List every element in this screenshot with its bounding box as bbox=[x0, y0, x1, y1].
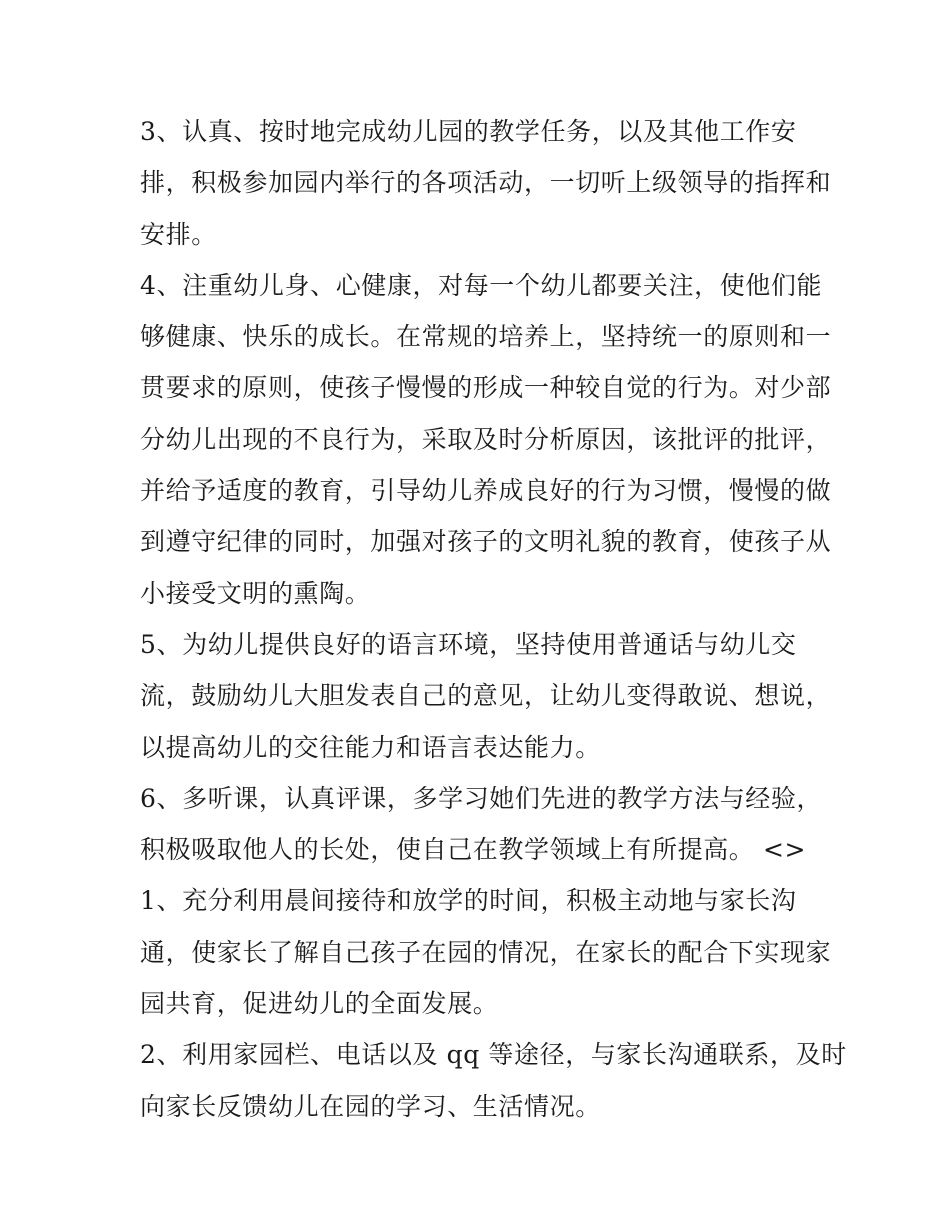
text-line: 安排。 bbox=[140, 219, 217, 249]
text-line: 通，使家长了解自己孩子在园的情况，在家长的配合下实现家 bbox=[140, 937, 832, 967]
text-line: 并给予适度的教育，引导幼儿养成良好的行为习惯，慢慢的做 bbox=[140, 476, 832, 506]
text-line: 6、多听课，认真评课，多学习她们先进的教学方法与经验， bbox=[140, 783, 823, 813]
text-line: 流，鼓励幼儿大胆发表自己的意见，让幼儿变得敢说、想说， bbox=[140, 681, 832, 711]
text-line: 够健康、快乐的成长。在常规的培养上，坚持统一的原则和一 bbox=[140, 322, 832, 352]
text-line: 积极吸取他人的长处，使自己在教学领域上有所提高。 <> bbox=[140, 835, 807, 865]
paragraph-family-2 bbox=[140, 1029, 847, 1132]
paragraph-item-5 bbox=[140, 619, 832, 773]
paragraph-item-3 bbox=[140, 106, 832, 260]
text-line: 以提高幼儿的交往能力和语言表达能力。 bbox=[140, 732, 601, 762]
paragraph-item-6 bbox=[140, 773, 823, 876]
text-line: 2、利用家园栏、电话以及 qq 等途径，与家长沟通联系，及时 bbox=[140, 1040, 847, 1070]
paragraph-family-1 bbox=[140, 875, 832, 1029]
text-line: 分幼儿出现的不良行为，采取及时分析原因，该批评的批评， bbox=[140, 424, 832, 454]
text-line: 向家长反馈幼儿在园的学习、生活情况。 bbox=[140, 1091, 601, 1121]
text-line: 排，积极参加园内举行的各项活动，一切听上级领导的指挥和 bbox=[140, 168, 832, 198]
text-line: 5、为幼儿提供良好的语言环境，坚持使用普通话与幼儿交 bbox=[140, 629, 797, 659]
text-line: 小接受文明的熏陶。 bbox=[140, 578, 371, 608]
text-line: 贯要求的原则，使孩子慢慢的形成一种较自觉的行为。对少部 bbox=[140, 373, 832, 403]
document-body bbox=[140, 106, 847, 1132]
text-line: 3、认真、按时地完成幼儿园的教学任务，以及其他工作安 bbox=[140, 117, 797, 146]
text-line: 到遵守纪律的同时，加强对孩子的文明礼貌的教育，使孩子从 bbox=[140, 527, 832, 557]
text-line: 1、充分利用晨间接待和放学的时间，积极主动地与家长沟 bbox=[140, 886, 797, 916]
text-line: 园共育，促进幼儿的全面发展。 bbox=[140, 989, 499, 1019]
paragraph-item-4 bbox=[140, 260, 832, 619]
text-line: 4、注重幼儿身、心健康，对每一个幼儿都要关注，使他们能 bbox=[140, 270, 823, 300]
